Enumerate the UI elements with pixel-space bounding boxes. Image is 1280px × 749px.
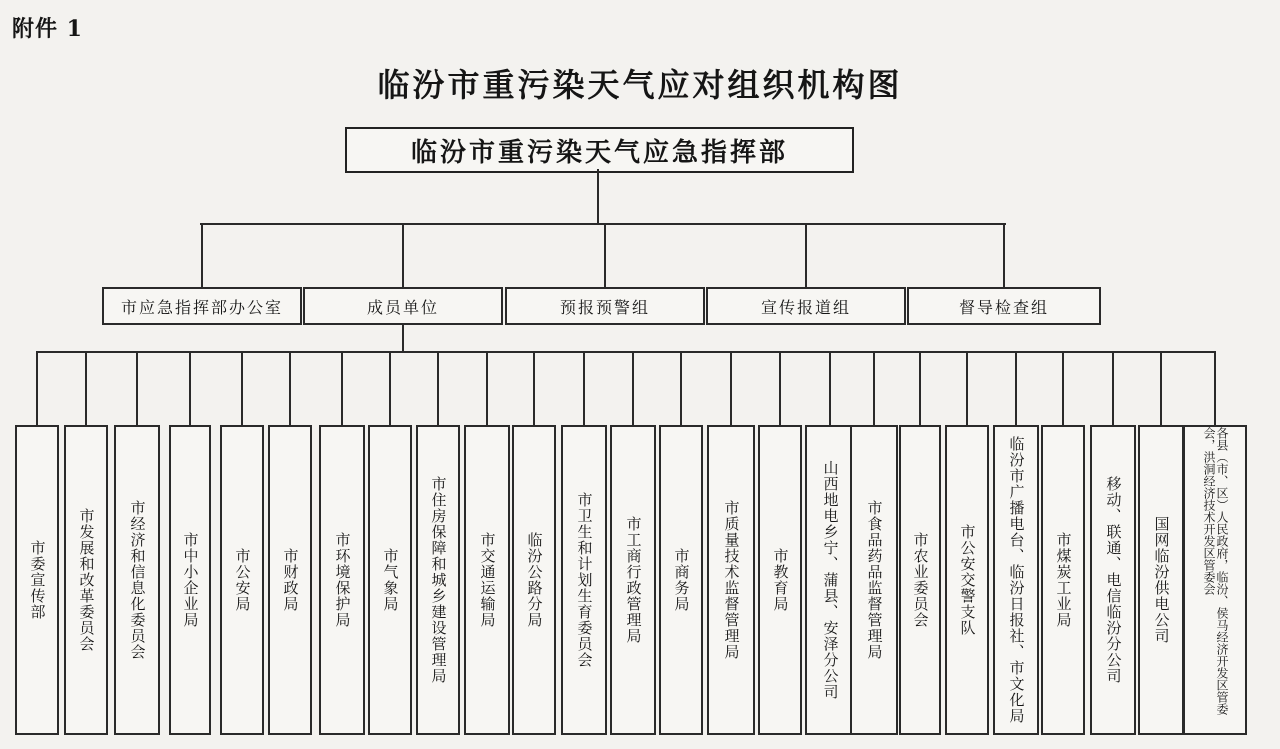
group-box: 成员单位 [303,287,503,325]
group-box: 督导检查组 [907,287,1101,325]
member-unit-box [993,425,1039,735]
headquarters-box: 临汾市重污染天气应急指挥部 [345,127,854,173]
group-drop-line [402,223,404,287]
group-drop-line [1003,223,1005,287]
member-unit-label: 市财政局 [281,548,300,612]
unit-drop-line [966,351,968,425]
unit-drop-line [1112,351,1114,425]
member-unit-box [1041,425,1085,735]
chart-title: 临汾市重污染天气应对组织机构图 [377,66,903,104]
unit-drop-line [241,351,243,425]
unit-drop-line [136,351,138,425]
unit-drop-line [189,351,191,425]
member-unit-box [850,425,898,735]
member-unit-label: 移动、联通、电信临汾分公司 [1104,476,1123,684]
member-unit-box [512,425,556,735]
unit-drop-line [289,351,291,425]
member-unit-box [416,425,460,735]
member-unit-box [707,425,755,735]
members-drop-line [402,325,404,352]
group-drop-line [805,223,807,287]
group-drop-line [604,223,606,287]
member-unit-box [1090,425,1136,735]
unit-drop-line [779,351,781,425]
member-unit-box [1138,425,1184,735]
unit-drop-line [873,351,875,425]
member-unit-label: 市经济和信息化委员会 [128,500,147,660]
unit-drop-line [533,351,535,425]
member-unit-box [268,425,312,735]
group-bus-line [200,223,1006,225]
unit-drop-line [1214,351,1216,425]
unit-drop-line [341,351,343,425]
member-unit-label: 市食品药品监督管理局 [865,500,884,660]
member-unit-box [368,425,412,735]
member-unit-label: 山西地电乡宁、蒲县、安泽分公司 [821,460,840,700]
unit-drop-line [1160,351,1162,425]
member-unit-label: 市公安局 [233,548,252,612]
member-bus-line [37,351,1216,353]
group-drop-line [201,223,203,287]
group-box: 市应急指挥部办公室 [102,287,302,325]
group-box: 宣传报道组 [706,287,906,325]
unit-drop-line [730,351,732,425]
member-unit-box [758,425,802,735]
unit-drop-line [919,351,921,425]
unit-drop-line [486,351,488,425]
member-unit-label: 市商务局 [672,548,691,612]
unit-drop-line [36,351,38,425]
member-unit-label: 国网临汾供电公司 [1152,516,1171,644]
member-unit-box [899,425,941,735]
member-unit-label: 市中小企业局 [181,532,200,628]
member-unit-label: 市煤炭工业局 [1054,532,1073,628]
member-unit-label: 市工商行政管理局 [624,516,643,644]
unit-drop-line [389,351,391,425]
member-unit-label: 市质量技术监督管理局 [722,500,741,660]
member-unit-label: 市气象局 [381,548,400,612]
member-unit-label: 市委宣传部 [28,540,47,620]
unit-drop-line [437,351,439,425]
unit-drop-line [680,351,682,425]
member-unit-box [64,425,108,735]
member-unit-box [805,425,855,735]
member-unit-label: 市教育局 [771,548,790,612]
member-unit-box [169,425,211,735]
member-unit-label: 各县（市、区）人民政府，临汾、侯马经济开发区管委会，洪洞经济技术开发区管委会 [1202,427,1229,715]
member-unit-label: 市公安交警支队 [958,524,977,636]
member-unit-box [15,425,59,735]
member-unit-label: 市环境保护局 [333,532,352,628]
member-unit-box [319,425,365,735]
group-box: 预报预警组 [505,287,705,325]
attachment-label: 附件 1 [12,16,83,42]
member-unit-label: 市农业委员会 [911,532,930,628]
member-unit-box [220,425,264,735]
member-unit-box [945,425,989,735]
unit-drop-line [632,351,634,425]
member-unit-label: 临汾市广播电台、临汾日报社、市文化局 [1007,436,1026,724]
unit-drop-line [1062,351,1064,425]
member-unit-box [1183,425,1247,735]
unit-drop-line [85,351,87,425]
member-unit-box [114,425,160,735]
member-unit-box [610,425,656,735]
member-unit-box [561,425,607,735]
unit-drop-line [829,351,831,425]
hq-drop-line [597,169,599,224]
member-unit-label: 临汾公路分局 [525,532,544,628]
member-unit-box [464,425,510,735]
member-unit-label: 市住房保障和城乡建设管理局 [429,476,448,684]
member-unit-box [659,425,703,735]
unit-drop-line [1015,351,1017,425]
member-unit-label: 市发展和改革委员会 [77,508,96,652]
member-unit-label: 市卫生和计划生育委员会 [575,492,594,668]
member-unit-label: 市交通运输局 [478,532,497,628]
unit-drop-line [583,351,585,425]
